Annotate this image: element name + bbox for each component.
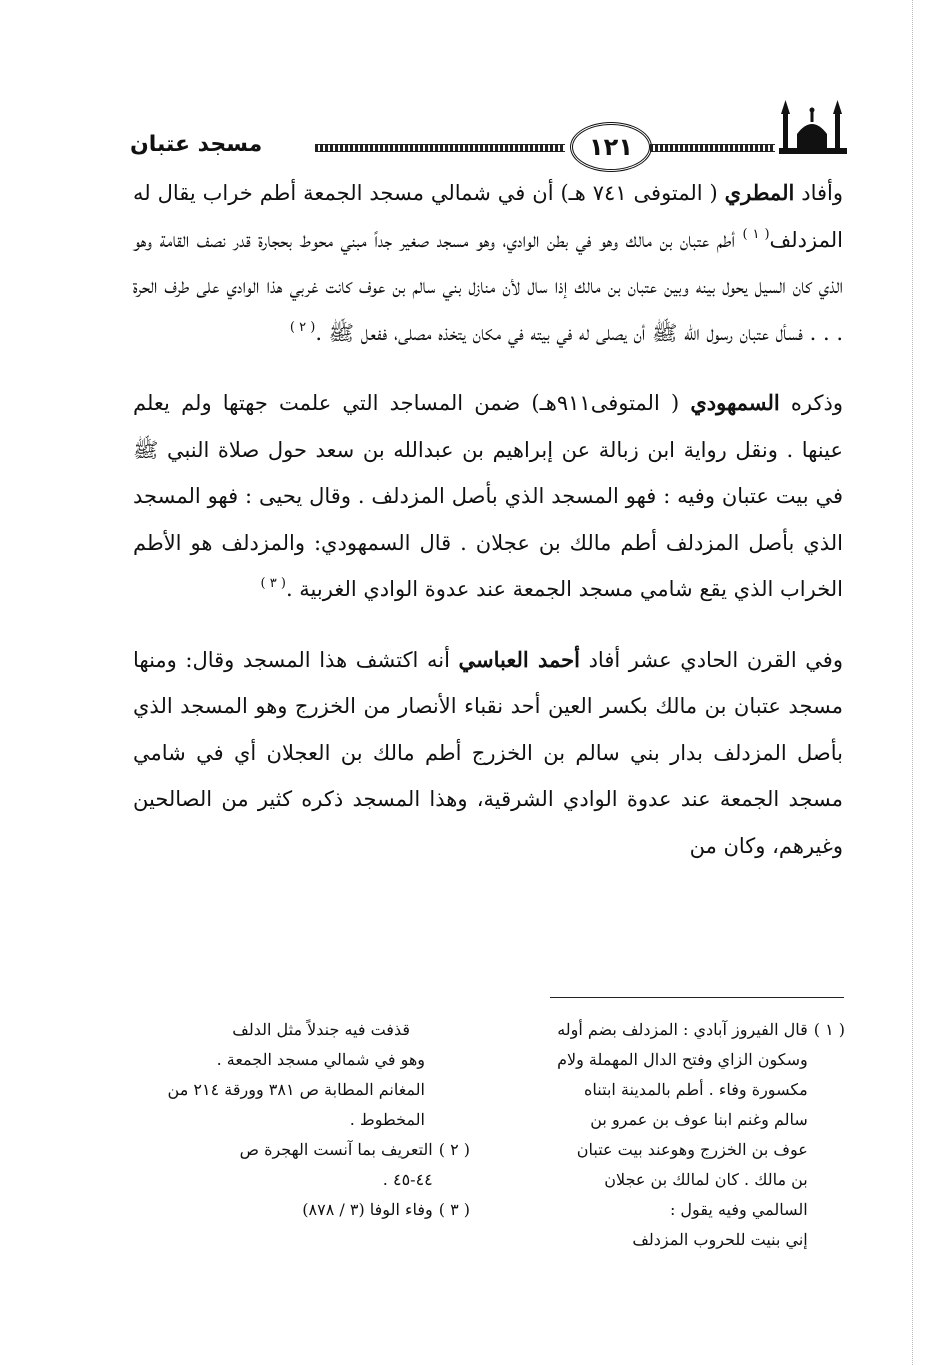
poem-verse: إني بنيت للحروب المزدلف	[632, 1230, 808, 1249]
header-ornament-rule-right	[650, 144, 775, 152]
footnote-item	[135, 1195, 470, 1225]
page-number: ١٢١	[570, 122, 652, 172]
page-header	[130, 92, 850, 162]
paragraph-abbasi: وفي القرن الحادي عشر أفاد أحمد العباسي أنه اكتشف هذا المسجد وقال: ومنها مسجد عتبان بن مالك بكسر العين أحد نقباء الأنصار من الخزرج وهو المسجد الذي بأصل المزدلف بدار بني سالم بن الخزرج أطم مالك بن العجلان أي في شامي مسجد الجمعة عند عدوة الوادي الشرقية، وهذا المسجد ذكره كثير من الصالحين وغيرهم، وكان من	[133, 646, 843, 858]
main-text	[133, 170, 843, 869]
footnotes-right-column	[505, 1015, 845, 1255]
footnote-number: ( ٢ )	[438, 1140, 470, 1159]
footnote-number: ( ١ )	[813, 1020, 845, 1039]
paragraph-mutari: وأفاد المطري ( المتوفى ٧٤١ هـ) أن في شمالي مسجد الجمعة أطم خراب يقال له المزدلف$^{( ١ )}$ أطم عتبان بن مالك وهو في بطن الوادي، وهو مسجد صغير جداً مبني محوط بحجارة قدر نصف القامة وهو الذي كان السيل يحول بينه وبين عتبان بن مالك إذا سال لأن منازل بني سالم بن عوف كانت غربي هذا الوادي على طرف الحرة . . . فسأل عتبان رسول الله ﷺ أن يصلى له في بيته في مكان يتخذه مصلى، ففعل ﷺ .$^{( ٢ )}$	[133, 180, 843, 345]
cited-author: المطري	[724, 180, 795, 205]
footnote-body: وفاء الوفا (٣ / ٨٧٨)	[302, 1200, 433, 1219]
page-edge	[912, 0, 913, 1365]
header-ornament-rule-left	[315, 144, 565, 152]
footnote-ref[interactable]: ( ١ )	[742, 226, 770, 242]
footnote-body: التعريف بما آنست الهجرة ص ٤٤-٤٥ .	[239, 1140, 433, 1189]
footnote-number: ( ٣ )	[438, 1200, 470, 1219]
footnote-ref[interactable]: ( ٢ )	[289, 319, 316, 335]
footnote-separator	[550, 997, 844, 998]
footnotes-left-column	[135, 1015, 470, 1225]
footnote-continuation: قذفت فيه جندلاً مثل الدلف وهو في شمالي مسجد الجمعة . المغانم المطابة ص ٣٨١ وورقة ٢١٤ من المخطوط .	[135, 1015, 470, 1135]
poem-verse: قذفت فيه جندلاً مثل الدلف	[232, 1020, 410, 1039]
cited-author: السمهودي	[690, 390, 780, 415]
mosque-icon	[775, 92, 850, 162]
running-title: مسجد عتبان	[130, 132, 263, 157]
footnote-ref[interactable]: ( ٣ )	[260, 576, 286, 591]
footnote-item	[505, 1015, 845, 1255]
paragraph-samhudi: وذكره السمهودي ( المتوفى٩١١هـ) ضمن المساجد التي علمت جهتها ولم يعلم عينها . ونقل رواية ابن زبالة عن إبراهيم بن عبدالله بن سعد حول صلاة النبي ﷺ في بيت عتبان وفيه : فهو المسجد الذي بأصل المزدلف . وقال يحيى : فهو المسجد الذي بأصل المزدلف أطم مالك بن عجلان . قال السمهودي: والمزدلف هو الأطم الخراب الذي يقع شامي مسجد الجمعة عند عدوة الوادي الغربية .$^{( ٣ )}$	[133, 390, 843, 601]
footnote-item	[135, 1135, 470, 1195]
footnote-body: قال الفيروز آبادي : المزدلف بضم أوله وسكون الزاي وفتح الدال المهملة ولام مكسورة وفاء . أطم بالمدينة ابتناه سالم وغنم ابنا عوف بن عمرو بن عوف بن الخزرج وهوعند بيت عتبان بن مالك . كان لمالك بن عجلان السالمي وفيه يقول : إني بنيت للحروب المزدلف	[505, 1015, 808, 1255]
cited-author: أحمد العباسي	[458, 646, 580, 672]
